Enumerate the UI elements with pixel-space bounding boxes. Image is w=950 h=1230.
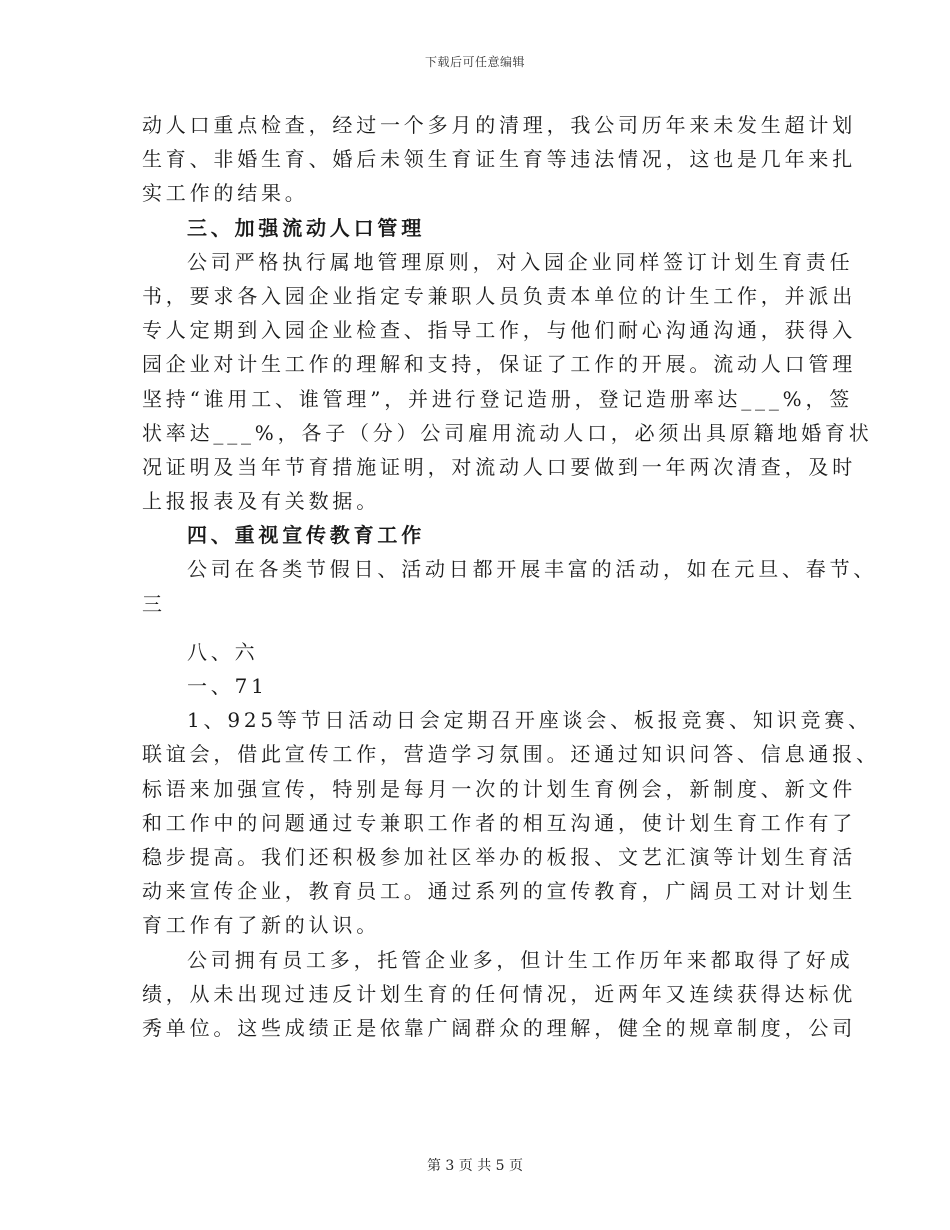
- body-line: 公司在各类节假日、活动日都开展丰富的活动，如在元旦、春节、: [187, 557, 878, 582]
- paragraph-gap: [142, 621, 798, 635]
- section-heading-4: 四、重视宣传教育工作: [187, 523, 425, 548]
- page-number: 第 3 页 共 5 页: [426, 1158, 524, 1174]
- body-line: 专人定期到入园企业检查、指导工作，与他们耐心沟通沟通，获得入: [142, 318, 856, 343]
- document-body: [142, 108, 880, 1045]
- body-line: 秀单位。这些成绩正是依靠广阔群众的理解，健全的规章制度，公司: [142, 1015, 856, 1040]
- body-line: 稳步提高。我们还积极参加社区举办的板报、文艺汇演等计划生育活: [142, 844, 856, 869]
- body-line: 公司严格执行属地管理原则，对入园企业同样签订计划生育责任: [187, 249, 854, 274]
- body-line: 和工作中的问题通过专兼职工作者的相互沟通，使计划生育工作有了: [142, 810, 856, 835]
- body-line: 况证明及当年节育措施证明，对流动人口要做到一年两次清查，及时: [142, 454, 856, 479]
- body-line: 1、925等节日活动日会定期召开座谈会、板报竞赛、知识竞赛、: [187, 708, 872, 733]
- body-line: 一、71: [187, 674, 268, 698]
- body-line: 生育、非婚生育、婚后未领生育证生育等违法情况，这也是几年来扎: [142, 147, 856, 172]
- body-line: 绩，从未出现过违反计划生育的任何情况，近两年又连续获得达标优: [142, 981, 856, 1006]
- body-line: 园企业对计生工作的理解和支持，保证了工作的开展。流动人口管理: [142, 352, 856, 377]
- body-line: 状率达___%，各子（分）公司雇用流动人口，必须出具原籍地婚育状: [142, 420, 873, 445]
- body-line: 育工作有了新的认识。: [142, 913, 380, 938]
- page-header: 下载后可任意编辑: [424, 55, 525, 69]
- body-line: 书，要求各入园企业指定专兼职人员负责本单位的计生工作，并派出: [142, 283, 856, 308]
- body-line: 标语来加强宣传，特别是每月一次的计划生育例会，新制度、新文件: [142, 776, 856, 801]
- body-line: 八、六: [187, 639, 259, 664]
- body-line: 动人口重点检查，经过一个多月的清理，我公司历年来未发生超计划: [142, 113, 856, 137]
- body-line: 实工作的结果。: [142, 181, 309, 206]
- body-line: 公司拥有员工多，托管企业多，但计生工作历年来都取得了好成: [187, 947, 854, 972]
- section-heading-3: 三、加强流动人口管理: [187, 215, 425, 240]
- body-line: 三: [142, 591, 166, 616]
- body-line: 联谊会，借此宣传工作，营造学习氛围。还通过知识问答、信息通报、: [142, 742, 880, 767]
- body-line: 上报报表及有关数据。: [142, 489, 380, 514]
- body-line: 坚持“谁用工、谁管理”，并进行登记造册，登记造册率达___%，签: [142, 386, 854, 411]
- body-line: 动来宣传企业，教育员工。通过系列的宣传教育，广阔员工对计划生: [142, 879, 856, 904]
